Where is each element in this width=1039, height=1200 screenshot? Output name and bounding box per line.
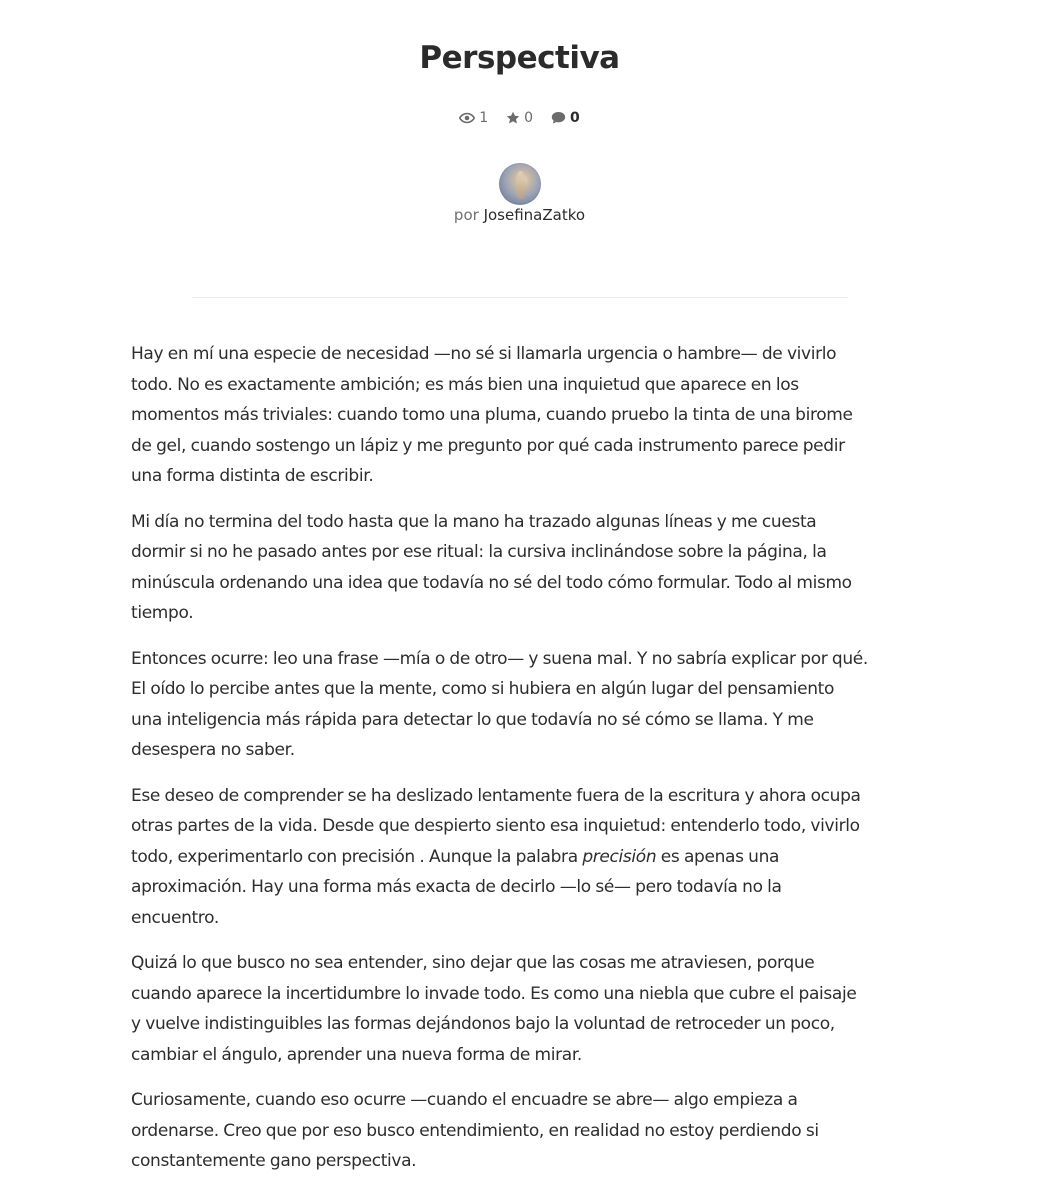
avatar-figure bbox=[516, 171, 525, 199]
post-body bbox=[131, 339, 868, 1192]
stars-count: 0 bbox=[524, 110, 534, 126]
paragraph-5: Quizá lo que busco no sea entender, sino dejar que las cosas me atraviesen, porque cuando aparece la incertidumbre lo invade todo. Es como una niebla que cubre el paisaje y vuelve indistinguibles las formas dejándonos bajo la voluntad de retroceder un poco, cambiar el ángulo, aprender una nueva forma de mirar. bbox=[131, 953, 857, 1065]
paragraph-4 bbox=[131, 781, 868, 934]
paragraph-4-text-after: es apenas una aproximación. Hay una forma más exacta de decirlo —lo sé— pero todavía no la encuentro. bbox=[131, 846, 782, 928]
byline-prefix: por bbox=[453, 206, 479, 224]
comments-count: 0 bbox=[570, 110, 580, 126]
emphasis-word: precisión bbox=[582, 846, 657, 867]
post-stats bbox=[0, 110, 1039, 126]
star-icon[interactable] bbox=[506, 111, 520, 125]
stars-stat[interactable] bbox=[506, 110, 533, 126]
views-count: 1 bbox=[479, 110, 489, 126]
views-stat bbox=[459, 110, 488, 126]
paragraph-2: Mi día no termina del todo hasta que la mano ha trazado algunas líneas y me cuesta dormir si no he pasado antes por ese ritual: la cursiva inclinándose sobre la página, la minúscula ordenando una idea que todavía no sé del todo cómo formular. Todo al mismo tiempo. bbox=[131, 511, 852, 623]
paragraph-6: Curiosamente, cuando eso ocurre —cuando el encuadre se abre— algo empieza a ordenarse. Creo que por eso busco entendimiento, en realidad no estoy perdiendo si constantemente gano perspectiva. bbox=[131, 1090, 819, 1171]
byline bbox=[0, 206, 1039, 224]
author-link[interactable]: JosefinaZatko bbox=[483, 206, 586, 224]
comments-stat[interactable] bbox=[551, 110, 580, 126]
eye-icon bbox=[459, 112, 475, 124]
comment-icon[interactable] bbox=[551, 111, 566, 125]
post-title: Perspectiva bbox=[419, 40, 620, 76]
paragraph-3: Entonces ocurre: leo una frase —mía o de otro— y suena mal. Y no sabría explicar por qué. El oído lo percibe antes que la mente, como si hubiera en algún lugar del pensamiento una inteligencia más rápida para detectar lo que todavía no sé cómo se llama. Y me desespera no saber. bbox=[131, 648, 868, 760]
author-avatar[interactable] bbox=[499, 163, 541, 205]
paragraph-1: Hay en mí una especie de necesidad —no sé si llamarla urgencia o hambre— de vivirlo todo. No es exactamente ambición; es más bien una inquietud que aparece en los momentos más triviales: cuando tomo una pluma, cuando pruebo la tinta de una birome de gel, cuando sostengo un lápiz y me pregunto por qué cada instrumento parece pedir una forma distinta de escribir. bbox=[131, 344, 853, 486]
header-divider bbox=[192, 297, 848, 298]
paragraph-4-text-before: Ese deseo de comprender se ha deslizado lentamente fuera de la escritura y ahora ocupa otras partes de la vida. Desde que despierto siento esa inquietud: entenderlo todo, vivirlo todo, experimentarlo con precisión . Aunque la palabra bbox=[131, 785, 861, 867]
